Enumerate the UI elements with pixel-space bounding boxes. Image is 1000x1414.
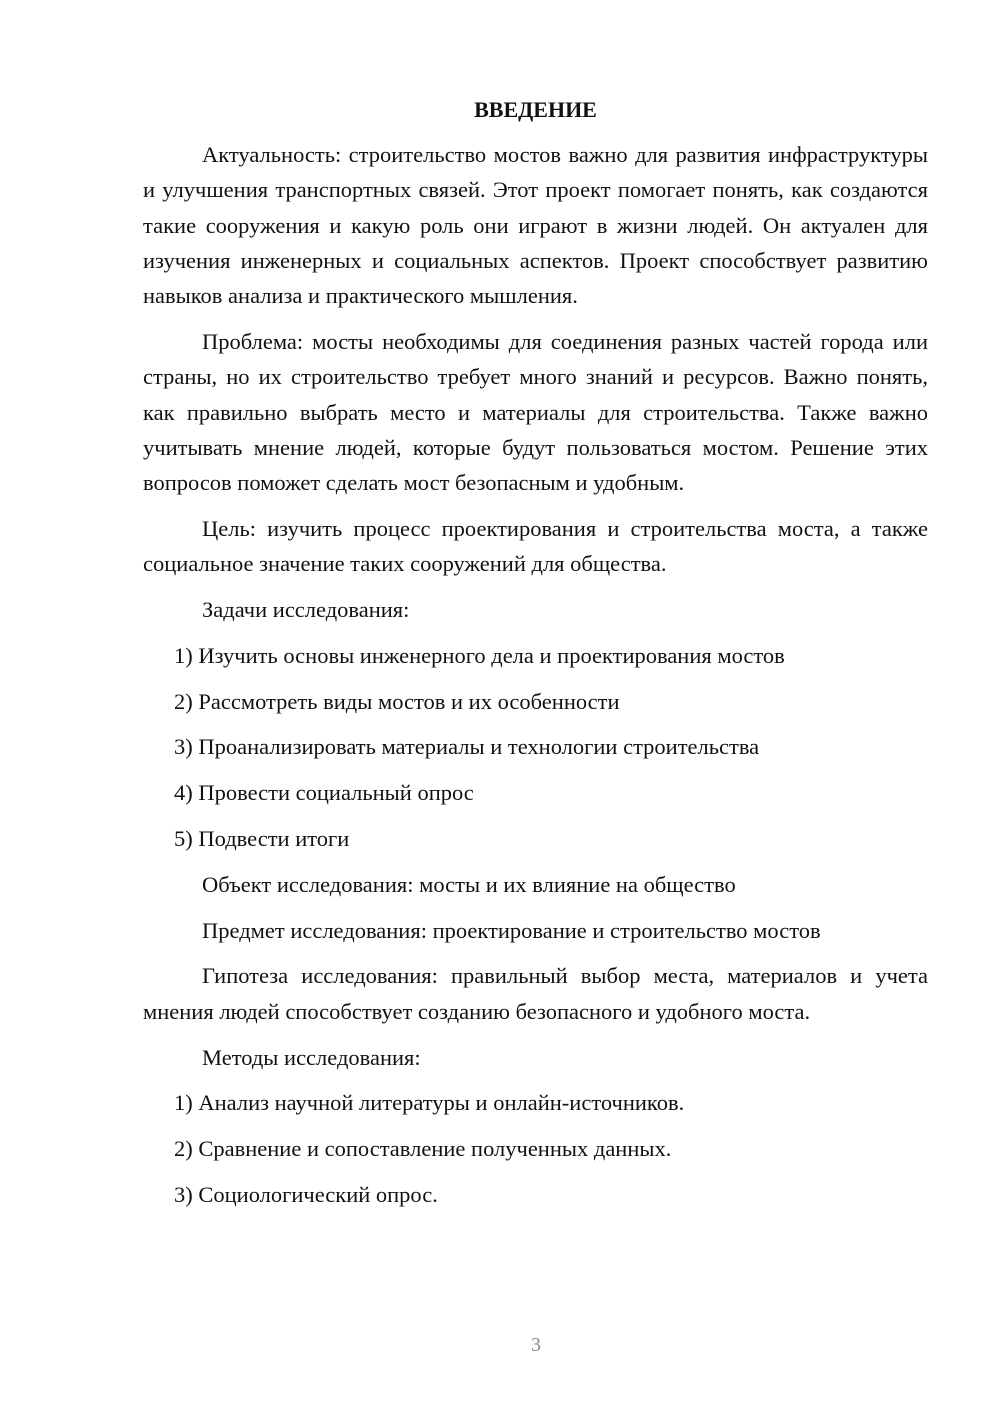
method-item: 3) Социологический опрос. [174,1181,438,1207]
task-item: 4) Провести социальный опрос [174,780,474,806]
hypothesis-paragraph: Гипотеза исследования: правильный выбор места, материалов и учета мнения людей способствует созданию безопасного и удобного моста. [143,963,928,1024]
research-subject: Предмет исследования: проектирование и строительство мостов [202,917,821,943]
method-item: 2) Сравнение и сопоставление полученных данных. [174,1136,672,1162]
page-title: ВВЕДЕНИЕ [474,97,597,122]
task-item: 2) Рассмотреть виды мостов и их особенности [174,688,620,714]
task-item: 3) Проанализировать материалы и технологии строительства [174,734,760,760]
task-item: 5) Подвести итоги [174,826,350,852]
method-item: 1) Анализ научной литературы и онлайн-источников. [174,1090,685,1116]
relevance-paragraph: Актуальность: строительство мостов важно для развития инфраструктуры и улучшения транспортных связей. Этот проект помогает понять, как создаются такие сооружения и какую роль они играют в жизни людей. Он актуален для изучения инженерных и социальных аспектов. Проект способствует развитию навыков анализа и практического мышления. [143,142,928,309]
research-object: Объект исследования: мосты и их влияние на общество [202,871,736,897]
methods-heading: Методы исследования: [202,1044,421,1070]
page-content [143,92,928,1223]
tasks-heading: Задачи исследования: [202,597,410,623]
page-number: 3 [531,1334,541,1356]
problem-paragraph: Проблема: мосты необходимы для соединения разных частей города или страны, но их строительство требует много знаний и ресурсов. Важно понять, как правильно выбрать место и материалы для строительства. Также важно учитывать мнение людей, которые будут пользоваться мостом. Решение этих вопросов поможет сделать мост безопасным и удобным. [143,328,928,496]
goal-paragraph: Цель: изучить процесс проектирования и строительства моста, а также социальное значение таких сооружений для общества. [143,515,928,577]
task-item: 1) Изучить основы инженерного дела и проектирования мостов [174,642,785,668]
